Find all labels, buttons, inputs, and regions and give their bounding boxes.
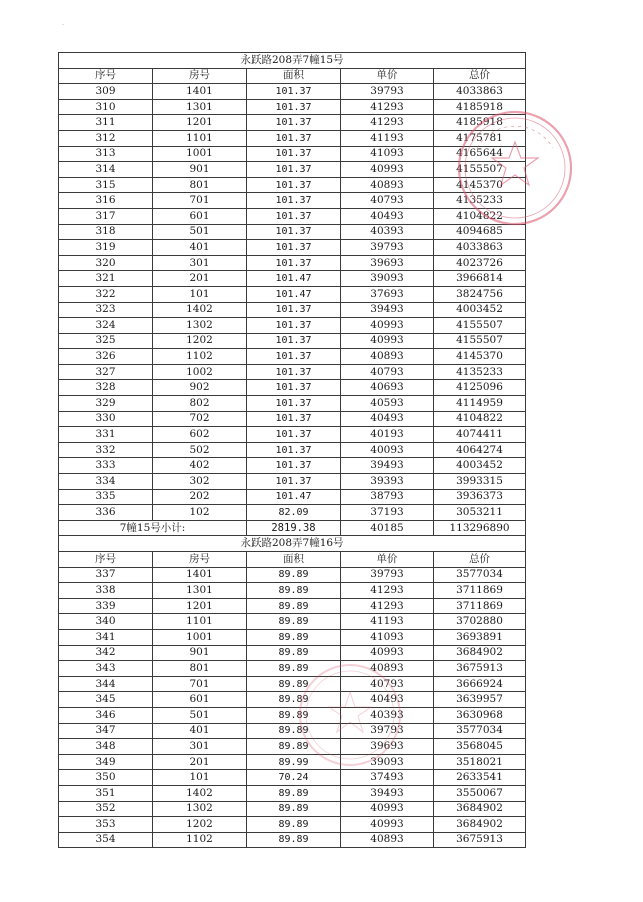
- room-cell: 901: [153, 162, 247, 178]
- table-row: [59, 723, 526, 739]
- area-cell: 89.89: [247, 785, 341, 801]
- table-row: [59, 396, 526, 412]
- total-price-cell: 3675913: [434, 661, 526, 677]
- serial-cell: 318: [59, 224, 153, 240]
- area-cell: 82.09: [247, 505, 341, 521]
- column-header: 总价: [434, 68, 526, 84]
- table-row: [59, 271, 526, 287]
- serial-cell: 343: [59, 661, 153, 677]
- area-cell: 101.37: [247, 240, 341, 256]
- room-cell: 502: [153, 442, 247, 458]
- column-header: 房号: [153, 68, 247, 84]
- table-row: [59, 255, 526, 271]
- header-row: [59, 552, 526, 568]
- total-price-cell: 3577034: [434, 723, 526, 739]
- room-cell: 1201: [153, 115, 247, 131]
- room-cell: 1402: [153, 785, 247, 801]
- area-cell: 101.37: [247, 115, 341, 131]
- unit-price-cell: 41093: [341, 629, 434, 645]
- unit-price-cell: 39793: [341, 723, 434, 739]
- total-price-cell: 4155507: [434, 333, 526, 349]
- room-cell: 801: [153, 177, 247, 193]
- total-price-cell: 3675913: [434, 832, 526, 848]
- serial-cell: 348: [59, 739, 153, 755]
- area-cell: 89.89: [247, 801, 341, 817]
- serial-cell: 336: [59, 505, 153, 521]
- total-price-cell: 3702880: [434, 614, 526, 630]
- room-cell: 102: [153, 505, 247, 521]
- total-price-cell: 3550067: [434, 785, 526, 801]
- area-cell: 101.47: [247, 271, 341, 287]
- table-row: [59, 817, 526, 833]
- unit-price-cell: 40793: [341, 193, 434, 209]
- column-header: 总价: [434, 552, 526, 568]
- total-price-cell: 3711869: [434, 583, 526, 599]
- serial-cell: 323: [59, 302, 153, 318]
- total-price-cell: 4094685: [434, 224, 526, 240]
- table-row: [59, 411, 526, 427]
- unit-price-cell: 40693: [341, 380, 434, 396]
- room-cell: 301: [153, 255, 247, 271]
- column-header: 序号: [59, 68, 153, 84]
- room-cell: 1402: [153, 302, 247, 318]
- area-cell: 89.89: [247, 583, 341, 599]
- serial-cell: 321: [59, 271, 153, 287]
- table-row: [59, 349, 526, 365]
- area-cell: 101.37: [247, 458, 341, 474]
- total-price-cell: 3666924: [434, 676, 526, 692]
- unit-price-cell: 37193: [341, 505, 434, 521]
- table-row: [59, 785, 526, 801]
- room-cell: 901: [153, 645, 247, 661]
- serial-cell: 320: [59, 255, 153, 271]
- unit-price-cell: 41193: [341, 130, 434, 146]
- serial-cell: 309: [59, 84, 153, 100]
- unit-price-cell: 40893: [341, 177, 434, 193]
- serial-cell: 347: [59, 723, 153, 739]
- area-cell: 89.89: [247, 832, 341, 848]
- total-price-cell: 3711869: [434, 598, 526, 614]
- room-cell: 501: [153, 707, 247, 723]
- table-row: [59, 567, 526, 583]
- table-row: [59, 754, 526, 770]
- table-row: [59, 676, 526, 692]
- room-cell: 201: [153, 754, 247, 770]
- room-cell: 1401: [153, 567, 247, 583]
- room-cell: 701: [153, 193, 247, 209]
- unit-price-cell: 40493: [341, 692, 434, 708]
- serial-cell: 335: [59, 489, 153, 505]
- unit-price-cell: 40393: [341, 224, 434, 240]
- area-cell: 101.47: [247, 286, 341, 302]
- unit-price-cell: 39093: [341, 271, 434, 287]
- serial-cell: 353: [59, 817, 153, 833]
- area-cell: 89.89: [247, 692, 341, 708]
- table-row: [59, 380, 526, 396]
- subtotal-row: [59, 520, 526, 536]
- column-header: 单价: [341, 68, 434, 84]
- serial-cell: 328: [59, 380, 153, 396]
- room-cell: 1101: [153, 130, 247, 146]
- total-price-cell: 3693891: [434, 629, 526, 645]
- serial-cell: 329: [59, 396, 153, 412]
- unit-price-cell: 40893: [341, 349, 434, 365]
- room-cell: 1002: [153, 364, 247, 380]
- section-title-row: [59, 53, 526, 69]
- room-cell: 1001: [153, 146, 247, 162]
- room-cell: 1302: [153, 318, 247, 334]
- serial-cell: 311: [59, 115, 153, 131]
- unit-price-cell: 40993: [341, 318, 434, 334]
- serial-cell: 330: [59, 411, 153, 427]
- area-cell: 89.89: [247, 723, 341, 739]
- total-price-cell: 3824756: [434, 286, 526, 302]
- column-header: 面积: [247, 68, 341, 84]
- total-price-cell: 3966814: [434, 271, 526, 287]
- table-row: [59, 629, 526, 645]
- table-row: [59, 364, 526, 380]
- total-price-cell: 4135233: [434, 193, 526, 209]
- unit-price-cell: 40993: [341, 333, 434, 349]
- serial-cell: 316: [59, 193, 153, 209]
- room-cell: 601: [153, 208, 247, 224]
- unit-price-cell: 40793: [341, 364, 434, 380]
- room-cell: 801: [153, 661, 247, 677]
- unit-price-cell: 39093: [341, 754, 434, 770]
- table-row: [59, 692, 526, 708]
- area-cell: 101.37: [247, 255, 341, 271]
- serial-cell: 349: [59, 754, 153, 770]
- serial-cell: 352: [59, 801, 153, 817]
- serial-cell: 313: [59, 146, 153, 162]
- room-cell: 802: [153, 396, 247, 412]
- unit-price-cell: 40793: [341, 676, 434, 692]
- section-title-row: [59, 536, 526, 552]
- room-cell: 1101: [153, 614, 247, 630]
- serial-cell: 314: [59, 162, 153, 178]
- serial-cell: 340: [59, 614, 153, 630]
- total-price-cell: 4104822: [434, 208, 526, 224]
- room-cell: 202: [153, 489, 247, 505]
- total-price-cell: 3577034: [434, 567, 526, 583]
- unit-price-cell: 40893: [341, 661, 434, 677]
- total-price-cell: 4135233: [434, 364, 526, 380]
- unit-price-cell: 39393: [341, 474, 434, 490]
- subtotal-total: 113296890: [434, 520, 526, 536]
- unit-price-cell: 41293: [341, 583, 434, 599]
- room-cell: 1301: [153, 99, 247, 115]
- total-price-cell: 3684902: [434, 801, 526, 817]
- total-price-cell: 4145370: [434, 177, 526, 193]
- section-title: 永跃路208弄7幢16号: [59, 536, 526, 552]
- area-cell: 89.99: [247, 754, 341, 770]
- area-cell: 101.37: [247, 177, 341, 193]
- column-header: 单价: [341, 552, 434, 568]
- unit-price-cell: 37493: [341, 770, 434, 786]
- room-cell: 1102: [153, 832, 247, 848]
- unit-price-cell: 41293: [341, 99, 434, 115]
- total-price-cell: 3630968: [434, 707, 526, 723]
- serial-cell: 322: [59, 286, 153, 302]
- room-cell: 1302: [153, 801, 247, 817]
- area-cell: 101.37: [247, 84, 341, 100]
- total-price-cell: 4175781: [434, 130, 526, 146]
- serial-cell: 319: [59, 240, 153, 256]
- table-row: [59, 333, 526, 349]
- total-price-cell: 3993315: [434, 474, 526, 490]
- unit-price-cell: 40993: [341, 817, 434, 833]
- room-cell: 201: [153, 271, 247, 287]
- serial-cell: 331: [59, 427, 153, 443]
- serial-cell: 337: [59, 567, 153, 583]
- unit-price-cell: 40493: [341, 411, 434, 427]
- table-row: [59, 739, 526, 755]
- room-cell: 702: [153, 411, 247, 427]
- total-price-cell: 4145370: [434, 349, 526, 365]
- serial-cell: 310: [59, 99, 153, 115]
- serial-cell: 346: [59, 707, 153, 723]
- area-cell: 101.37: [247, 146, 341, 162]
- unit-price-cell: 37693: [341, 286, 434, 302]
- serial-cell: 317: [59, 208, 153, 224]
- area-cell: 101.37: [247, 427, 341, 443]
- section-title: 永跃路208弄7幢15号: [59, 53, 526, 69]
- faded-seal-stamp: [295, 660, 405, 770]
- total-price-cell: 4003452: [434, 302, 526, 318]
- area-cell: 89.89: [247, 739, 341, 755]
- serial-cell: 324: [59, 318, 153, 334]
- total-price-cell: 3518021: [434, 754, 526, 770]
- unit-price-cell: 40193: [341, 427, 434, 443]
- room-cell: 1401: [153, 84, 247, 100]
- area-cell: 101.37: [247, 442, 341, 458]
- room-cell: 401: [153, 240, 247, 256]
- room-cell: 701: [153, 676, 247, 692]
- unit-price-cell: 40593: [341, 396, 434, 412]
- unit-price-cell: 41293: [341, 115, 434, 131]
- area-cell: 101.37: [247, 193, 341, 209]
- area-cell: 101.47: [247, 489, 341, 505]
- serial-cell: 344: [59, 676, 153, 692]
- total-price-cell: 4114959: [434, 396, 526, 412]
- subtotal-unit-price: 40185: [341, 520, 434, 536]
- room-cell: 601: [153, 692, 247, 708]
- total-price-cell: 4064274: [434, 442, 526, 458]
- total-price-cell: 4023726: [434, 255, 526, 271]
- total-price-cell: 3639957: [434, 692, 526, 708]
- table-row: [59, 458, 526, 474]
- serial-cell: 334: [59, 474, 153, 490]
- area-cell: 101.37: [247, 396, 341, 412]
- serial-cell: 327: [59, 364, 153, 380]
- table-row: [59, 302, 526, 318]
- area-cell: 101.37: [247, 333, 341, 349]
- total-price-cell: 4003452: [434, 458, 526, 474]
- table-row: [59, 583, 526, 599]
- unit-price-cell: 39493: [341, 302, 434, 318]
- unit-price-cell: 40993: [341, 645, 434, 661]
- unit-price-cell: 40993: [341, 162, 434, 178]
- table-row: [59, 832, 526, 848]
- total-price-cell: 3053211: [434, 505, 526, 521]
- room-cell: 401: [153, 723, 247, 739]
- serial-cell: 312: [59, 130, 153, 146]
- room-cell: 902: [153, 380, 247, 396]
- table-row: [59, 645, 526, 661]
- header-row: [59, 68, 526, 84]
- unit-price-cell: 39693: [341, 739, 434, 755]
- unit-price-cell: 39493: [341, 458, 434, 474]
- unit-price-cell: 40893: [341, 832, 434, 848]
- serial-cell: 326: [59, 349, 153, 365]
- serial-cell: 354: [59, 832, 153, 848]
- unit-price-cell: 40393: [341, 707, 434, 723]
- unit-price-cell: 39793: [341, 240, 434, 256]
- table-row: [59, 474, 526, 490]
- room-cell: 1102: [153, 349, 247, 365]
- table-row: [59, 318, 526, 334]
- area-cell: 70.24: [247, 770, 341, 786]
- corner-mark: ·: [62, 22, 64, 29]
- area-cell: 101.37: [247, 474, 341, 490]
- table-row: [59, 598, 526, 614]
- total-price-cell: 2633541: [434, 770, 526, 786]
- total-price-cell: 4074411: [434, 427, 526, 443]
- subtotal-label: 7幢15号小计:: [59, 520, 247, 536]
- table-row: [59, 505, 526, 521]
- unit-price-cell: 38793: [341, 489, 434, 505]
- table-row: [59, 84, 526, 100]
- room-cell: 1301: [153, 583, 247, 599]
- unit-price-cell: 41093: [341, 146, 434, 162]
- serial-cell: 351: [59, 785, 153, 801]
- area-cell: 101.37: [247, 130, 341, 146]
- area-cell: 89.89: [247, 661, 341, 677]
- area-cell: 101.37: [247, 162, 341, 178]
- table-row: [59, 427, 526, 443]
- area-cell: 101.37: [247, 411, 341, 427]
- serial-cell: 342: [59, 645, 153, 661]
- serial-cell: 350: [59, 770, 153, 786]
- area-cell: 101.37: [247, 349, 341, 365]
- room-cell: 1202: [153, 333, 247, 349]
- column-header: 面积: [247, 552, 341, 568]
- area-cell: 89.89: [247, 645, 341, 661]
- serial-cell: 338: [59, 583, 153, 599]
- total-price-cell: 3568045: [434, 739, 526, 755]
- table-row: [59, 286, 526, 302]
- room-cell: 501: [153, 224, 247, 240]
- area-cell: 89.89: [247, 676, 341, 692]
- total-price-cell: 3684902: [434, 645, 526, 661]
- serial-cell: 315: [59, 177, 153, 193]
- unit-price-cell: 41293: [341, 598, 434, 614]
- room-cell: 302: [153, 474, 247, 490]
- table-row: [59, 442, 526, 458]
- unit-price-cell: 39493: [341, 785, 434, 801]
- table-row: [59, 707, 526, 723]
- room-cell: 402: [153, 458, 247, 474]
- total-price-cell: 3936373: [434, 489, 526, 505]
- table-row: [59, 489, 526, 505]
- area-cell: 101.37: [247, 99, 341, 115]
- area-cell: 89.89: [247, 567, 341, 583]
- serial-cell: 333: [59, 458, 153, 474]
- unit-price-cell: 39793: [341, 567, 434, 583]
- table-row: [59, 240, 526, 256]
- room-cell: 101: [153, 286, 247, 302]
- room-cell: 301: [153, 739, 247, 755]
- total-price-cell: 4155507: [434, 162, 526, 178]
- area-cell: 101.37: [247, 380, 341, 396]
- total-price-cell: 3684902: [434, 817, 526, 833]
- table-row: [59, 770, 526, 786]
- total-price-cell: 4104822: [434, 411, 526, 427]
- total-price-cell: 4185918: [434, 115, 526, 131]
- area-cell: 101.37: [247, 224, 341, 240]
- total-price-cell: 4155507: [434, 318, 526, 334]
- unit-price-cell: 39693: [341, 255, 434, 271]
- room-cell: 101: [153, 770, 247, 786]
- room-cell: 1201: [153, 598, 247, 614]
- area-cell: 101.37: [247, 318, 341, 334]
- area-cell: 89.89: [247, 614, 341, 630]
- unit-price-cell: 40093: [341, 442, 434, 458]
- serial-cell: 345: [59, 692, 153, 708]
- red-seal-stamp: [455, 108, 575, 228]
- serial-cell: 325: [59, 333, 153, 349]
- room-cell: 602: [153, 427, 247, 443]
- area-cell: 101.37: [247, 364, 341, 380]
- total-price-cell: 4033863: [434, 84, 526, 100]
- area-cell: 89.89: [247, 629, 341, 645]
- unit-price-cell: 40493: [341, 208, 434, 224]
- area-cell: 101.37: [247, 208, 341, 224]
- serial-cell: 341: [59, 629, 153, 645]
- table-row: [59, 801, 526, 817]
- total-price-cell: 4185918: [434, 99, 526, 115]
- subtotal-area: 2819.38: [247, 520, 341, 536]
- room-cell: 1001: [153, 629, 247, 645]
- table-row: [59, 661, 526, 677]
- total-price-cell: 4125096: [434, 380, 526, 396]
- serial-cell: 332: [59, 442, 153, 458]
- area-cell: 89.89: [247, 707, 341, 723]
- serial-cell: 339: [59, 598, 153, 614]
- area-cell: 89.89: [247, 598, 341, 614]
- unit-price-cell: 41193: [341, 614, 434, 630]
- column-header: 序号: [59, 552, 153, 568]
- unit-price-cell: 40993: [341, 801, 434, 817]
- table-row: [59, 614, 526, 630]
- column-header: 房号: [153, 552, 247, 568]
- area-cell: 101.37: [247, 302, 341, 318]
- unit-price-cell: 39793: [341, 84, 434, 100]
- room-cell: 1202: [153, 817, 247, 833]
- total-price-cell: 4165644: [434, 146, 526, 162]
- area-cell: 89.89: [247, 817, 341, 833]
- total-price-cell: 4033863: [434, 240, 526, 256]
